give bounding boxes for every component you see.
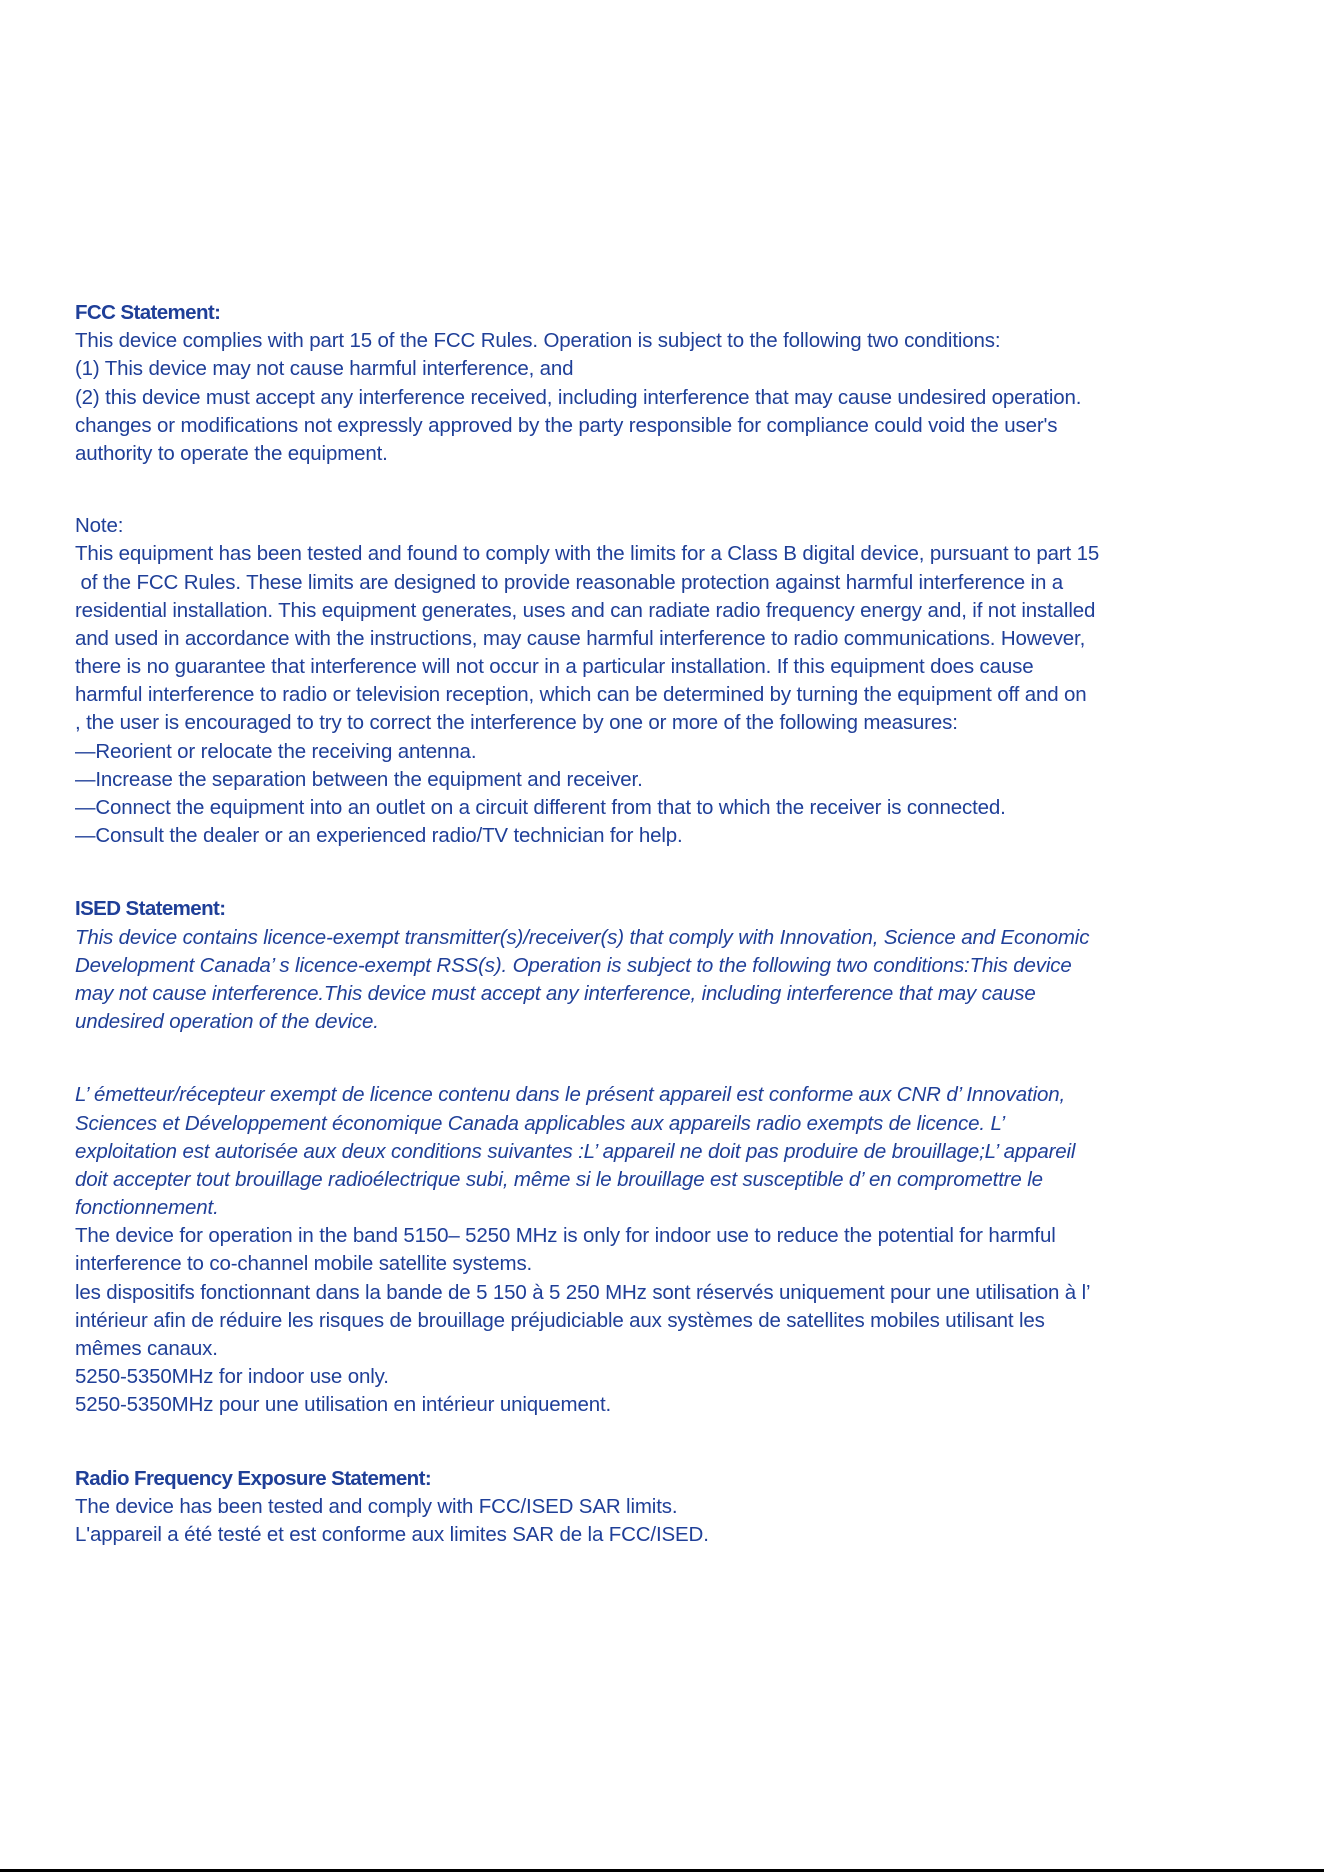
ised-french-line: doit accepter tout brouillage radioélectrique subi, même si le brouillage est susceptible d’ en compromettre le: [75, 1167, 1043, 1191]
ised-french-line: Sciences et Développement économique Canada applicables aux appareils radio exempts de licence. L’: [75, 1111, 1006, 1135]
section-spacer: [75, 1420, 1275, 1465]
ised-band-line: interference to co-channel mobile satellite systems.: [75, 1252, 533, 1276]
ised-french-line: L’ émetteur/récepteur exempt de licence contenu dans le présent appareil est conforme aux CNR d’ Innovation,: [75, 1083, 1066, 1107]
ised-french-line: exploitation est autorisée aux deux conditions suivantes :L’ appareil ne doit pas produire de brouillage;L’ appareil: [75, 1139, 1076, 1163]
note-line: and used in accordance with the instructions, may cause harmful interference to radio communications. However,: [75, 626, 1086, 650]
ised-band-line: intérieur afin de réduire les risques de brouillage préjudiciable aux systèmes de satellites mobiles utilisant les: [75, 1308, 1045, 1332]
paragraph-spacer: [75, 1036, 1275, 1081]
fcc-section: [75, 299, 1275, 468]
note-line: there is no guarantee that interference will not occur in a particular installation. If this equipment does cause: [75, 655, 1034, 679]
rf-exposure-heading: Radio Frequency Exposure Statement:: [75, 1466, 432, 1490]
fcc-line: (2) this device must accept any interference received, including interference that may cause undesired operation.: [75, 385, 1082, 409]
section-spacer: [75, 468, 1275, 512]
rf-exposure-line: L'appareil a été testé et est conforme aux limites SAR de la FCC/ISED.: [75, 1522, 709, 1546]
note-measure-item: —Increase the separation between the equipment and receiver.: [75, 767, 643, 791]
ised-english-line: may not cause interference.This device must accept any interference, including interference that may cause: [75, 981, 1036, 1005]
fcc-line: (1) This device may not cause harmful interference, and: [75, 357, 574, 381]
fcc-line: This device complies with part 15 of the FCC Rules. Operation is subject to the following two conditions:: [75, 329, 1001, 353]
note-line: This equipment has been tested and found to comply with the limits for a Class B digital device, pursuant to part 15: [75, 542, 1100, 566]
note-line: harmful interference to radio or television reception, which can be determined by turning the equipment off and on: [75, 683, 1087, 707]
note-line: , the user is encouraged to try to correct the interference by one or more of the following measures:: [75, 711, 958, 735]
note-section: [75, 512, 1275, 850]
rf-exposure-line: The device has been tested and comply with FCC/ISED SAR limits.: [75, 1494, 678, 1518]
document-page: [75, 299, 1275, 1549]
ised-band-line: The device for operation in the band 5150– 5250 MHz is only for indoor use to reduce the potential for harmful: [75, 1224, 1056, 1248]
note-line: of the FCC Rules. These limits are designed to provide reasonable protection against harmful interference in a: [75, 570, 1064, 594]
ised-section: [75, 895, 1275, 1419]
note-heading: Note:: [75, 514, 124, 538]
ised-heading: ISED Statement:: [75, 897, 226, 921]
note-measure-item: —Reorient or relocate the receiving antenna.: [75, 739, 477, 763]
fcc-line: changes or modifications not expressly approved by the party responsible for compliance could void the user's: [75, 413, 1058, 437]
note-measure-item: —Connect the equipment into an outlet on a circuit different from that to which the receiver is connected.: [75, 796, 1006, 819]
section-spacer: [75, 850, 1275, 895]
ised-band-line: mêmes canaux.: [75, 1337, 218, 1360]
ised-french-line: fonctionnement.: [75, 1196, 219, 1220]
ised-band-line: 5250-5350MHz pour une utilisation en intérieur uniquement.: [75, 1393, 612, 1417]
ised-band-line: les dispositifs fonctionnant dans la bande de 5 150 à 5 250 MHz sont réservés uniquement pour une utilisation à l’: [75, 1280, 1091, 1304]
ised-band-line: 5250-5350MHz for indoor use only.: [75, 1365, 389, 1389]
note-measure-item: —Consult the dealer or an experienced radio/TV technician for help.: [75, 824, 683, 848]
fcc-heading: FCC Statement:: [75, 301, 221, 324]
ised-english-line: Development Canada’ s licence-exempt RSS(s). Operation is subject to the following two conditions:This device: [75, 953, 1072, 977]
ised-english-line: undesired operation of the device.: [75, 1010, 379, 1034]
fcc-line: authority to operate the equipment.: [75, 441, 388, 465]
note-line: residential installation. This equipment generates, uses and can radiate radio frequency energy and, if not installed: [75, 598, 1096, 622]
rf-exposure-section: [75, 1465, 1275, 1550]
ised-english-line: This device contains licence-exempt transmitter(s)/receiver(s) that comply with Innovation, Science and Economic: [75, 925, 1090, 949]
